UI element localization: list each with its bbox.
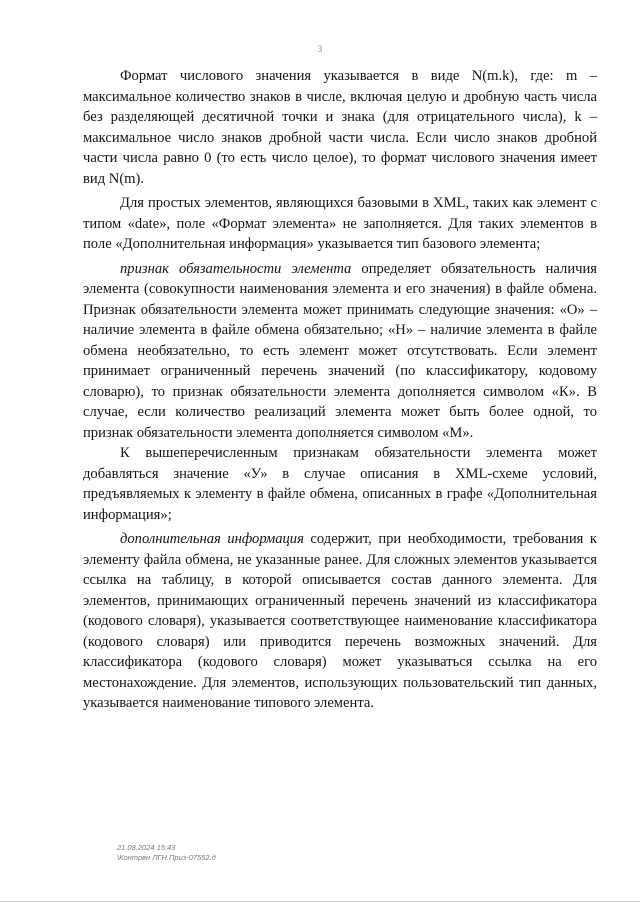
document-body [83, 66, 597, 718]
paragraph-simple-elements [83, 193, 597, 255]
paragraph-mandatory-flag [83, 259, 597, 444]
paragraph-numeric-format [83, 66, 597, 189]
page-number: 3 [317, 44, 323, 54]
page-bottom-edge [0, 901, 640, 902]
stamp-date: 21.08.2024 15:43 [117, 843, 176, 852]
paragraph-text: Формат числового значения указывается в виде N(m.k), где: m – максимальное количество знаков в числе, включая целую и дробную часть числа без разделяющей десятичной точки и знака (для отрицательного числа), k – максимальное число знаков дробной части числа. Если число знаков дробной части числа равно 0 (то есть число целое), то формат числового значения имеет вид N(m). [83, 68, 597, 187]
paragraph-text: содержит, при необходимости, требования к элементу файла обмена, не указанные ранее. Для сложных элементов указывается ссылка на таблицу, в которой описывается состав данного элемента. Для элементов, принимающих ограниченный перечень значений из классификатора (кодового словаря), указывается соответствующее наименование классификатора (кодового словаря) или приводится перечень возможных значений. Для классификатора (кодового словаря) может указываться ссылка на его местонахождение. Для элементов, использующих пользовательский тип данных, указывается наименование типового элемента. [83, 531, 598, 711]
paragraph-flag-u [83, 443, 597, 525]
paragraph-text: К вышеперечисленным признакам обязательности элемента может добавляться значение «У» в случае описания в XML-схеме условий, предъявляемых к элементу в файле обмена, описанных в графе «Дополнительная информация»; [83, 445, 597, 523]
stamp-reference: \Контрвн ЛГН.Приз-07552.д [117, 853, 216, 862]
paragraph-text: определяет обязательность наличия элемента (совокупности наименования элемента и его значения) в файле обмена. Признак обязательности элемента может принимать следующие значения: «О» – наличие элемента в файле обмена обязательно; «Н» – наличие элемента в файле обмена необязательно, то есть элемент может отсутствовать. Если элемент принимает ограниченный перечень значений (по классификатору, кодовому словарю), то признак обязательности элемента дополняется символом «К». В случае, если количество реализаций элемента может быть более одной, то признак обязательности элемента дополняется символом «М». [83, 260, 597, 441]
term-additional-info: дополнительная информация [120, 531, 304, 547]
paragraph-additional-info [83, 529, 597, 714]
term-mandatory-flag: признак обязательности элемента [120, 260, 352, 277]
paragraph-text: Для простых элементов, являющихся базовыми в XML, таких как элемент с типом «date», поле «Формат элемента» не заполняется. Для таких элементов в поле «Дополнительная информация» указывается тип базового элемента; [83, 195, 597, 252]
document-stamp [117, 843, 216, 863]
